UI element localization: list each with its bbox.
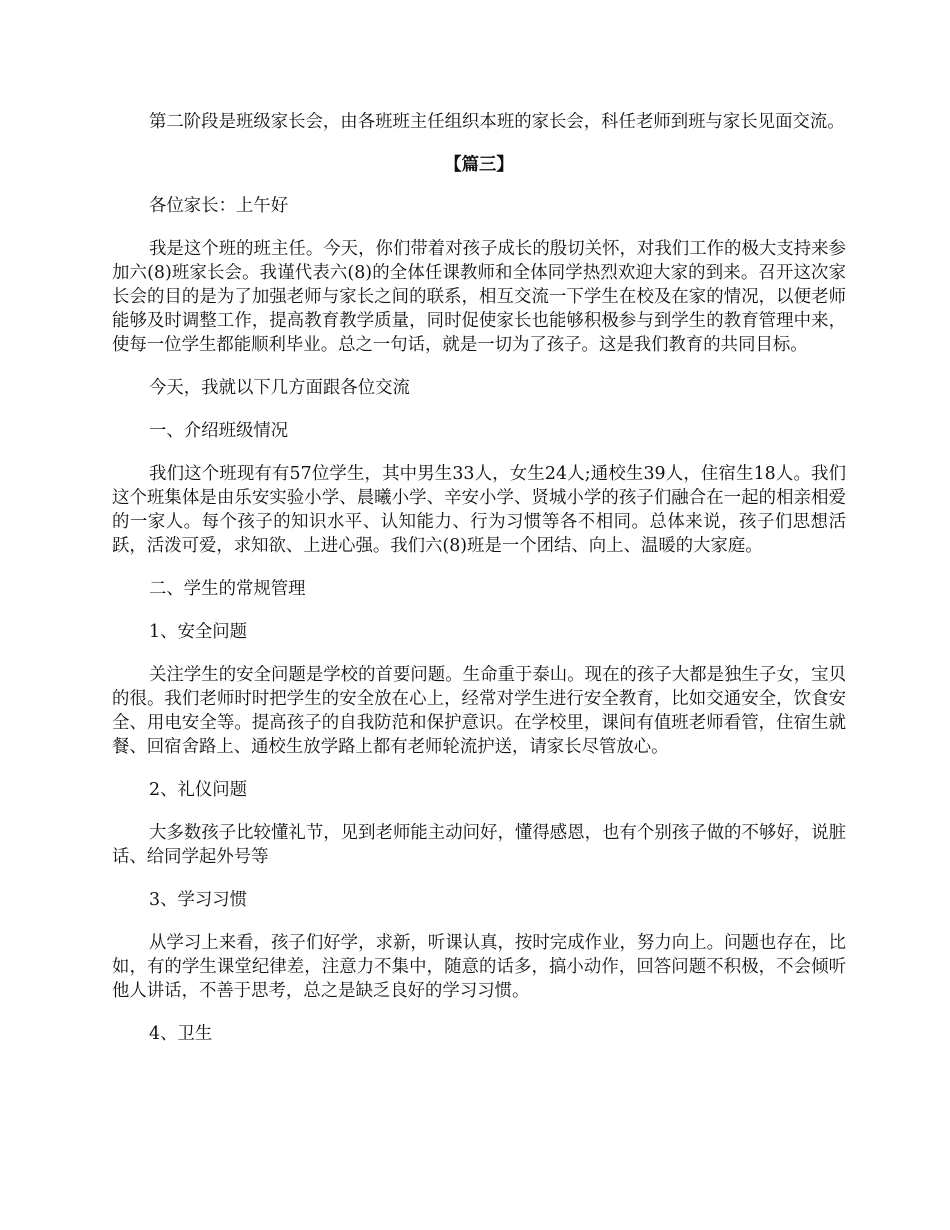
- subheading-safety: 1、安全问题: [149, 622, 248, 642]
- section-heading: 【篇三】: [444, 155, 514, 175]
- subheading-class-info: 一、介绍班级情况: [149, 421, 289, 441]
- subheading-hygiene: 4、卫生: [149, 1024, 213, 1044]
- paragraph-class-info: 我们这个班现有有57位学生，其中男生33人，女生24人;通校生39人，住宿生18人。我们这个班集体是由乐安实验小学、晨曦小学、辛安小学、贤城小学的孩子们融合在一起的相亲相爱的一家人。每个孩子的知识水平、认知能力、行为习惯等各不相同。总体来说，孩子们思想活跃，活泼可爱，求知欲、上进心强。我们六(8)班是一个团结、向上、温暖的大家庭。: [112, 464, 846, 556]
- paragraph-safety: 关注学生的安全问题是学校的首要问题。生命重于泰山。现在的孩子大都是独生子女，宝贝的很。我们老师时时把学生的安全放在心上，经常对学生进行安全教育，比如交通安全，饮食安全、用电安全等。提高孩子的自我防范和保护意识。在学校里，课间有值班老师看管，住宿生就餐、回宿舍路上、通校生放学路上都有老师轮流护送，请家长尽管放心。: [112, 665, 846, 757]
- paragraph-study-habits: 从学习上来看，孩子们好学，求新，听课认真，按时完成作业，努力向上。问题也存在，比如，有的学生课堂纪律差，注意力不集中，随意的话多，搞小动作，回答问题不积极，不会倾听他人讲话，不善于思考，总之是缺乏良好的学习习惯。: [112, 933, 846, 1001]
- subheading-etiquette: 2、礼仪问题: [149, 780, 248, 800]
- subheading-study-habits: 3、学习习惯: [149, 890, 248, 910]
- paragraph-stage-two: 第二阶段是班级家长会，由各班班主任组织本班的家长会，科任老师到班与家长见面交流。: [149, 112, 845, 132]
- paragraph-etiquette: 大多数孩子比较懂礼节，见到老师能主动问好，懂得感恩，也有个别孩子做的不够好，说脏话、给同学起外号等: [112, 823, 846, 867]
- subheading-routine-management: 二、学生的常规管理: [149, 579, 306, 599]
- paragraph-topics-intro: 今天，我就以下几方面跟各位交流: [149, 378, 410, 398]
- paragraph-introduction: 我是这个班的班主任。今天，你们带着对孩子成长的殷切关怀，对我们工作的极大支持来参加六(8)班家长会。我谨代表六(8)的全体任课教师和全体同学热烈欢迎大家的到来。召开这次家长会的目的是为了加强老师与家长之间的联系，相互交流一下学生在校及在家的情况，以便老师能够及时调整工作，提高教育教学质量，同时促使家长也能够积极参与到学生的教育管理中来，使每一位学生都能顺利毕业。总之一句话，就是一切为了孩子。这是我们教育的共同目标。: [112, 239, 846, 355]
- paragraph-greeting: 各位家长：上午好: [149, 196, 289, 216]
- document-page: [112, 110, 846, 1065]
